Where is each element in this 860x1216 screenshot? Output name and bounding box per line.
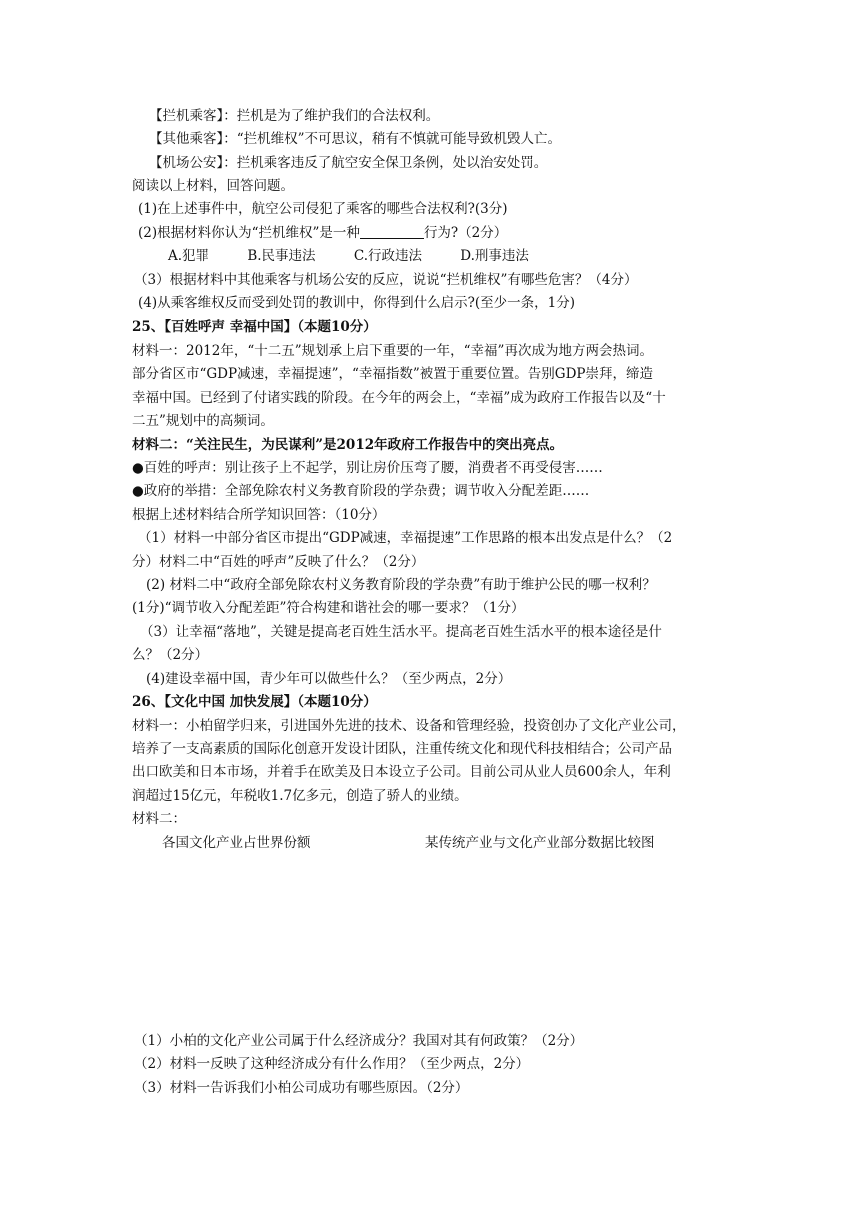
q25-question-4: (4)建设幸福中国，青少年可以做些什么？（至少两点，2分） (146, 671, 512, 687)
part1-question-1: (1)在上述事件中，航空公司侵犯了乘客的哪些合法权利?(3分) (138, 201, 508, 217)
q25-material-1-line-4: 二五”规划中的高频词。 (132, 413, 274, 429)
q25-question-1-line-2: 分）材料二中“百姓的呼声”反映了什么？（2分） (132, 554, 425, 570)
q26-material-1-line-3: 出口欧美和日本市场，并着手在欧美及日本设立子公司。目前公司从业人员600余人，年利 (132, 764, 671, 780)
q25-question-2-line-2: (1分)“调节收入分配差距”符合构建和谐社会的哪一要求？（1分） (132, 600, 525, 616)
people-voice-bullet: ●百姓的呼声：别让孩子上不起学，别让房价压弯了腰，消费者不再受侵害…… (132, 460, 603, 476)
q25-material-2: 材料二：“关注民生，为民谋利”是2012年政府工作报告中的突出亮点。 (132, 437, 564, 453)
part1-question-2 (138, 223, 507, 243)
passenger-opinion: 【拦机乘客】：拦机是为了维护我们的合法权利。 (149, 108, 440, 124)
answer-blank (360, 224, 424, 239)
q26-question-2: （2）材料一反映了这种经济成分有什么作用？（至少两点，2分） (134, 1056, 530, 1072)
question-2-suffix: 行为?（2分） (423, 225, 508, 241)
option-b: B.民事违法 (247, 248, 316, 264)
question-26-heading: 26、【文化中国 加快发展】（本题10分） (132, 694, 377, 710)
q26-material-2: 材料二： (132, 811, 186, 827)
q25-material-1-line-2: 部分省区市“GDP减速，幸福提速”，“幸福指数”被置于重要位置。告别GDP崇拜，缔造 (132, 366, 653, 382)
read-prompt: 阅读以上材料，回答问题。 (132, 178, 294, 194)
question-25-heading: 25、【百姓呼声 幸福中国】（本题10分） (132, 319, 377, 335)
option-d: D.刑事违法 (460, 248, 529, 264)
q26-question-1: （1）小柏的文化产业公司属于什么经济成分？我国对其有何政策？（2分） (134, 1033, 584, 1049)
right-chart-title: 某传统产业与文化产业部分数据比较图 (425, 835, 655, 851)
q25-question-3-line-2: 么？（2分） (132, 647, 209, 663)
q25-question-2: (2) 材料二中“政府全部免除农村义务教育阶段的学杂费”有助于维护公民的哪一权利？ (146, 577, 656, 593)
q25-material-1: 材料一：2012年，“十二五”规划承上启下重要的一年，“幸福”再次成为地方两会热词。 (132, 343, 653, 359)
q26-question-3: （3）材料一告诉我们小柏公司成功有哪些原因。（2分） (134, 1080, 469, 1096)
option-c: C.行政违法 (353, 248, 422, 264)
q26-material-1-line-4: 润超过15亿元，年税收1.7亿多元，创造了骄人的业绩。 (132, 788, 468, 804)
q25-material-1-line-3: 幸福中国。已经到了付诸实践的阶段。在今年的两会上，“幸福”成为政府工作报告以及“十 (132, 390, 666, 406)
q26-material-1-line-2: 培养了一支高素质的国际化创意开发设计团队，注重传统文化和现代科技相结合；公司产品 (132, 741, 672, 757)
q25-answer-prompt: 根据上述材料结合所学知识回答：（10分） (132, 507, 386, 523)
chart-placeholder-area (130, 856, 730, 1026)
q25-question-1: （1）材料一中部分省区市提出“GDP减速，幸福提速”工作思路的根本出发点是什么？（2 (138, 530, 673, 546)
other-passenger-opinion: 【其他乘客】：“拦机维权”不可思议，稍有不慎就可能导致机毁人亡。 (149, 131, 562, 147)
answer-options (168, 246, 563, 266)
part1-question-3: （3）根据材料中其他乘客与机场公安的反应，说说“拦机维权”有哪些危害？（4分） (134, 272, 638, 288)
part1-question-4: (4)从乘客维权反而受到处罚的教训中，你得到什么启示?(至少一条，1分) (138, 295, 575, 311)
police-opinion: 【机场公安】：拦机乘客违反了航空安全保卫条例，处以治安处罚。 (149, 155, 548, 171)
option-a: A.犯罪 (168, 248, 210, 264)
left-chart-title: 各国文化产业占世界份额 (162, 835, 311, 851)
q26-material-1: 材料一：小柏留学归来，引进国外先进的技术、设备和管理经验，投资创办了文化产业公司， (132, 718, 686, 734)
q25-question-3: （3）让幸福“落地”，关键是提高老百姓生活水平。提高老百姓生活水平的根本途径是什 (140, 624, 662, 640)
question-2-text: (2)根据材料你认为“拦机维权”是一种 (138, 225, 360, 241)
government-measures-bullet: ●政府的举措：全部免除农村义务教育阶段的学杂费；调节收入分配差距…… (132, 483, 590, 499)
